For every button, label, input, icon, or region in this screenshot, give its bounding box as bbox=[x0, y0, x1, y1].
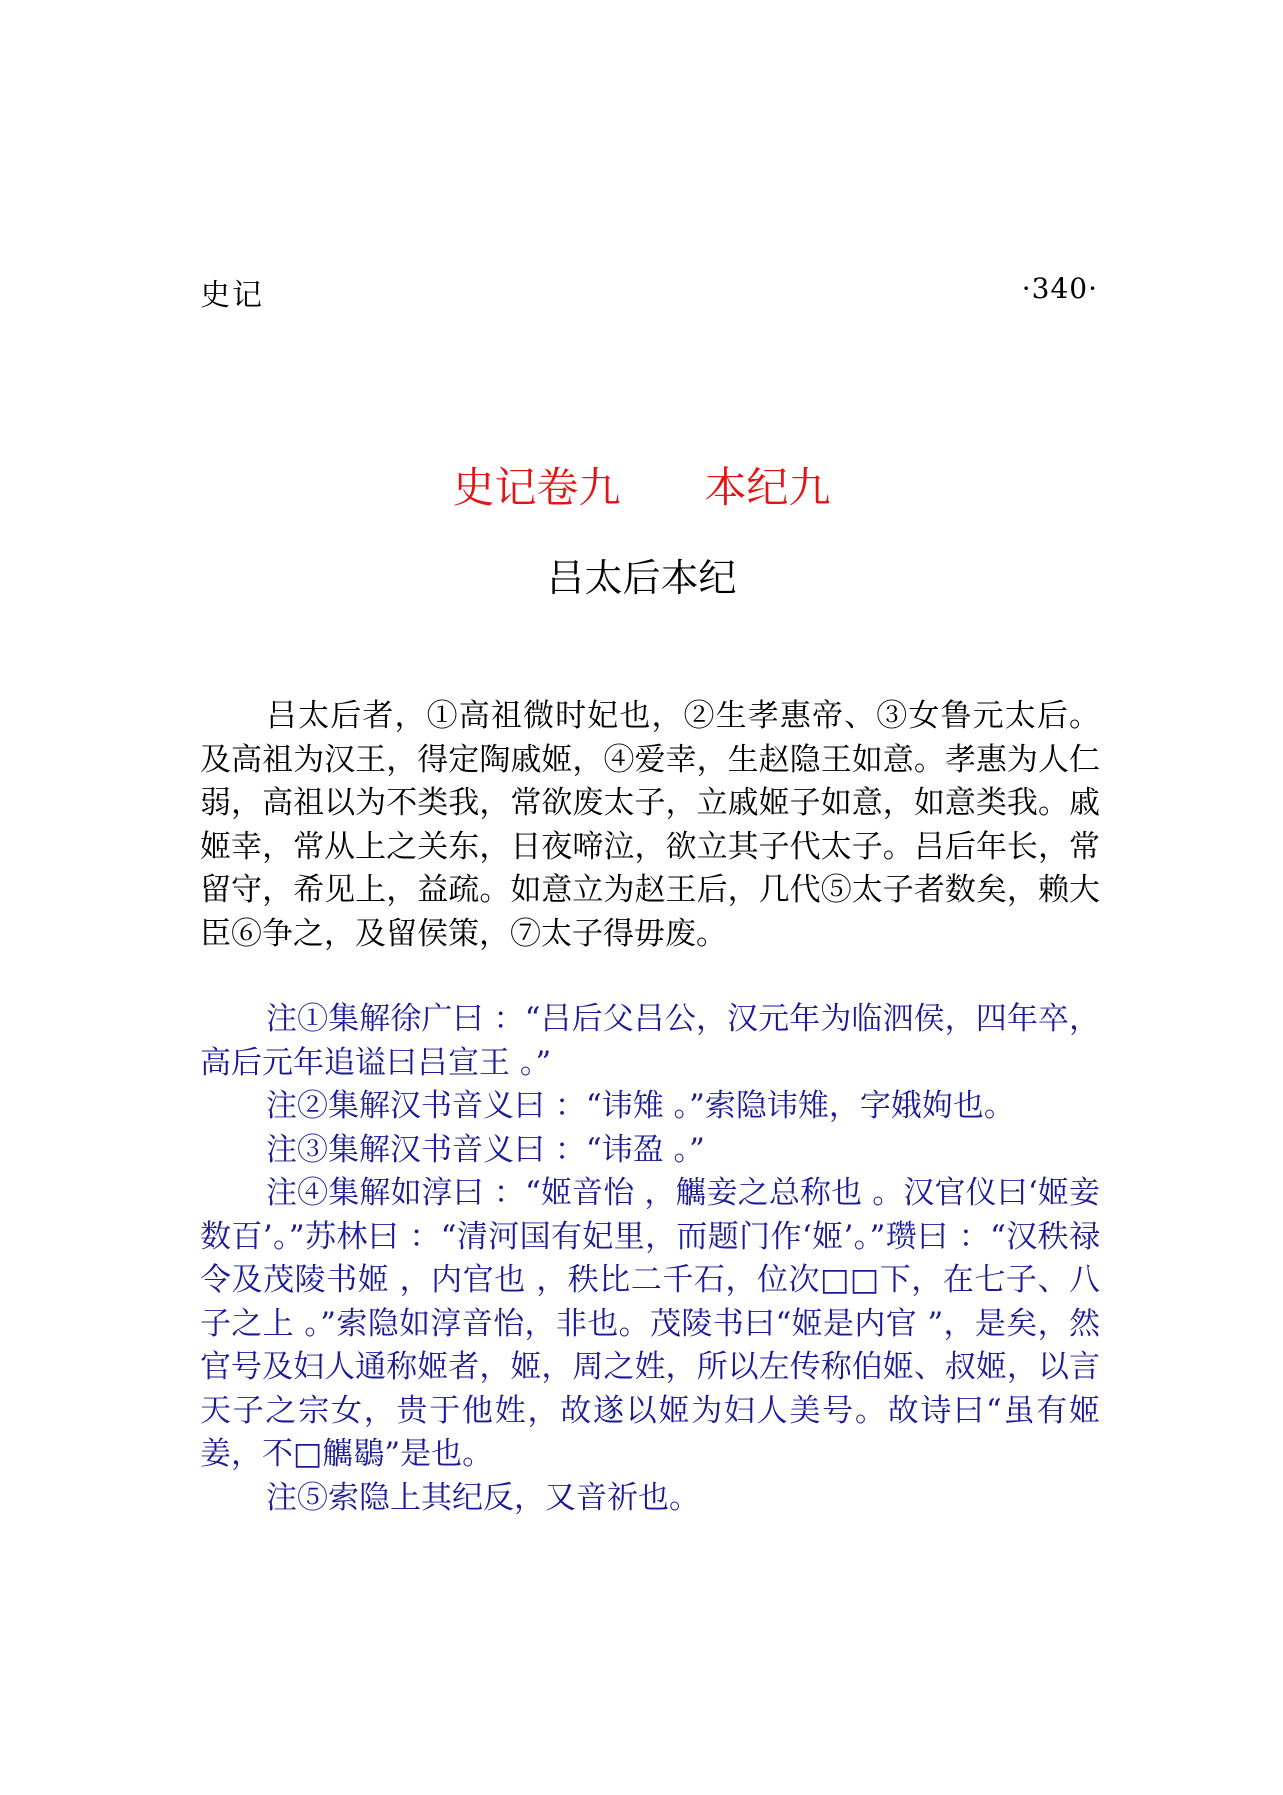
note-3: 注③集解汉书音义曰 ：“讳盈 。” bbox=[266, 1131, 705, 1168]
main-text-paragraph: 吕太后者，①高祖微时妃也，②生孝惠帝、③女鲁元太后。及高祖为汉王，得定陶戚姬，④爱幸，生赵隐王如意。孝惠为人仁弱，高祖以为不类我，常欲废太子，立戚姬子如意，如意类我。戚姬幸，常从上之关东，日夜啼泣，欲立其子代太子。吕后年长，常留守，希见上，益疏。如意立为赵王后，几代⑤太子者数矣，赖大臣⑥争之，及留侯策，⑦太子得毋废。 bbox=[200, 698, 1100, 952]
chapter-title: 吕太后本纪 bbox=[546, 556, 737, 600]
note-5: 注⑤索隐上其纪反，又音祈也。 bbox=[266, 1479, 700, 1516]
note-2: 注②集解汉书音义曰 ：“讳雉 。”索隐讳雉，字娥姁也。 bbox=[266, 1088, 1015, 1124]
notes-section bbox=[200, 998, 1100, 1520]
running-header-book-title: 史记 bbox=[200, 278, 264, 313]
page-number: ·340· bbox=[1021, 272, 1098, 305]
note-1: 注①集解徐广曰 ：“吕后父吕公，汉元年为临泗侯，四年卒，高后元年追谥曰吕宣王 。” bbox=[200, 1001, 1100, 1081]
volume-title: 史记卷九 本纪九 bbox=[452, 463, 831, 512]
note-4: 注④集解如淳曰 ：“姬音怡 ，觽妾之总称也 。汉官仪曰‘姬妾数百’。”苏林曰 ：“清河国有妃里，而题门作‘姬’。”瓒曰 ：“汉秩禄令及茂陵书姬 ，内官也 ，秩比二千石，位次□□下，在七子、八子之上 。”索隐如淳音怡，非也。茂陵书曰“姬是内官 ”，是矣，然官号及妇人通称姬者，姬，周之姓，所以左传称伯姬、叔姬，以言天子之宗女，贵于他姓，故遂以姬为妇人美号。故诗曰“虽有姬姜，不□觽鶡”是也。 bbox=[200, 1175, 1100, 1472]
